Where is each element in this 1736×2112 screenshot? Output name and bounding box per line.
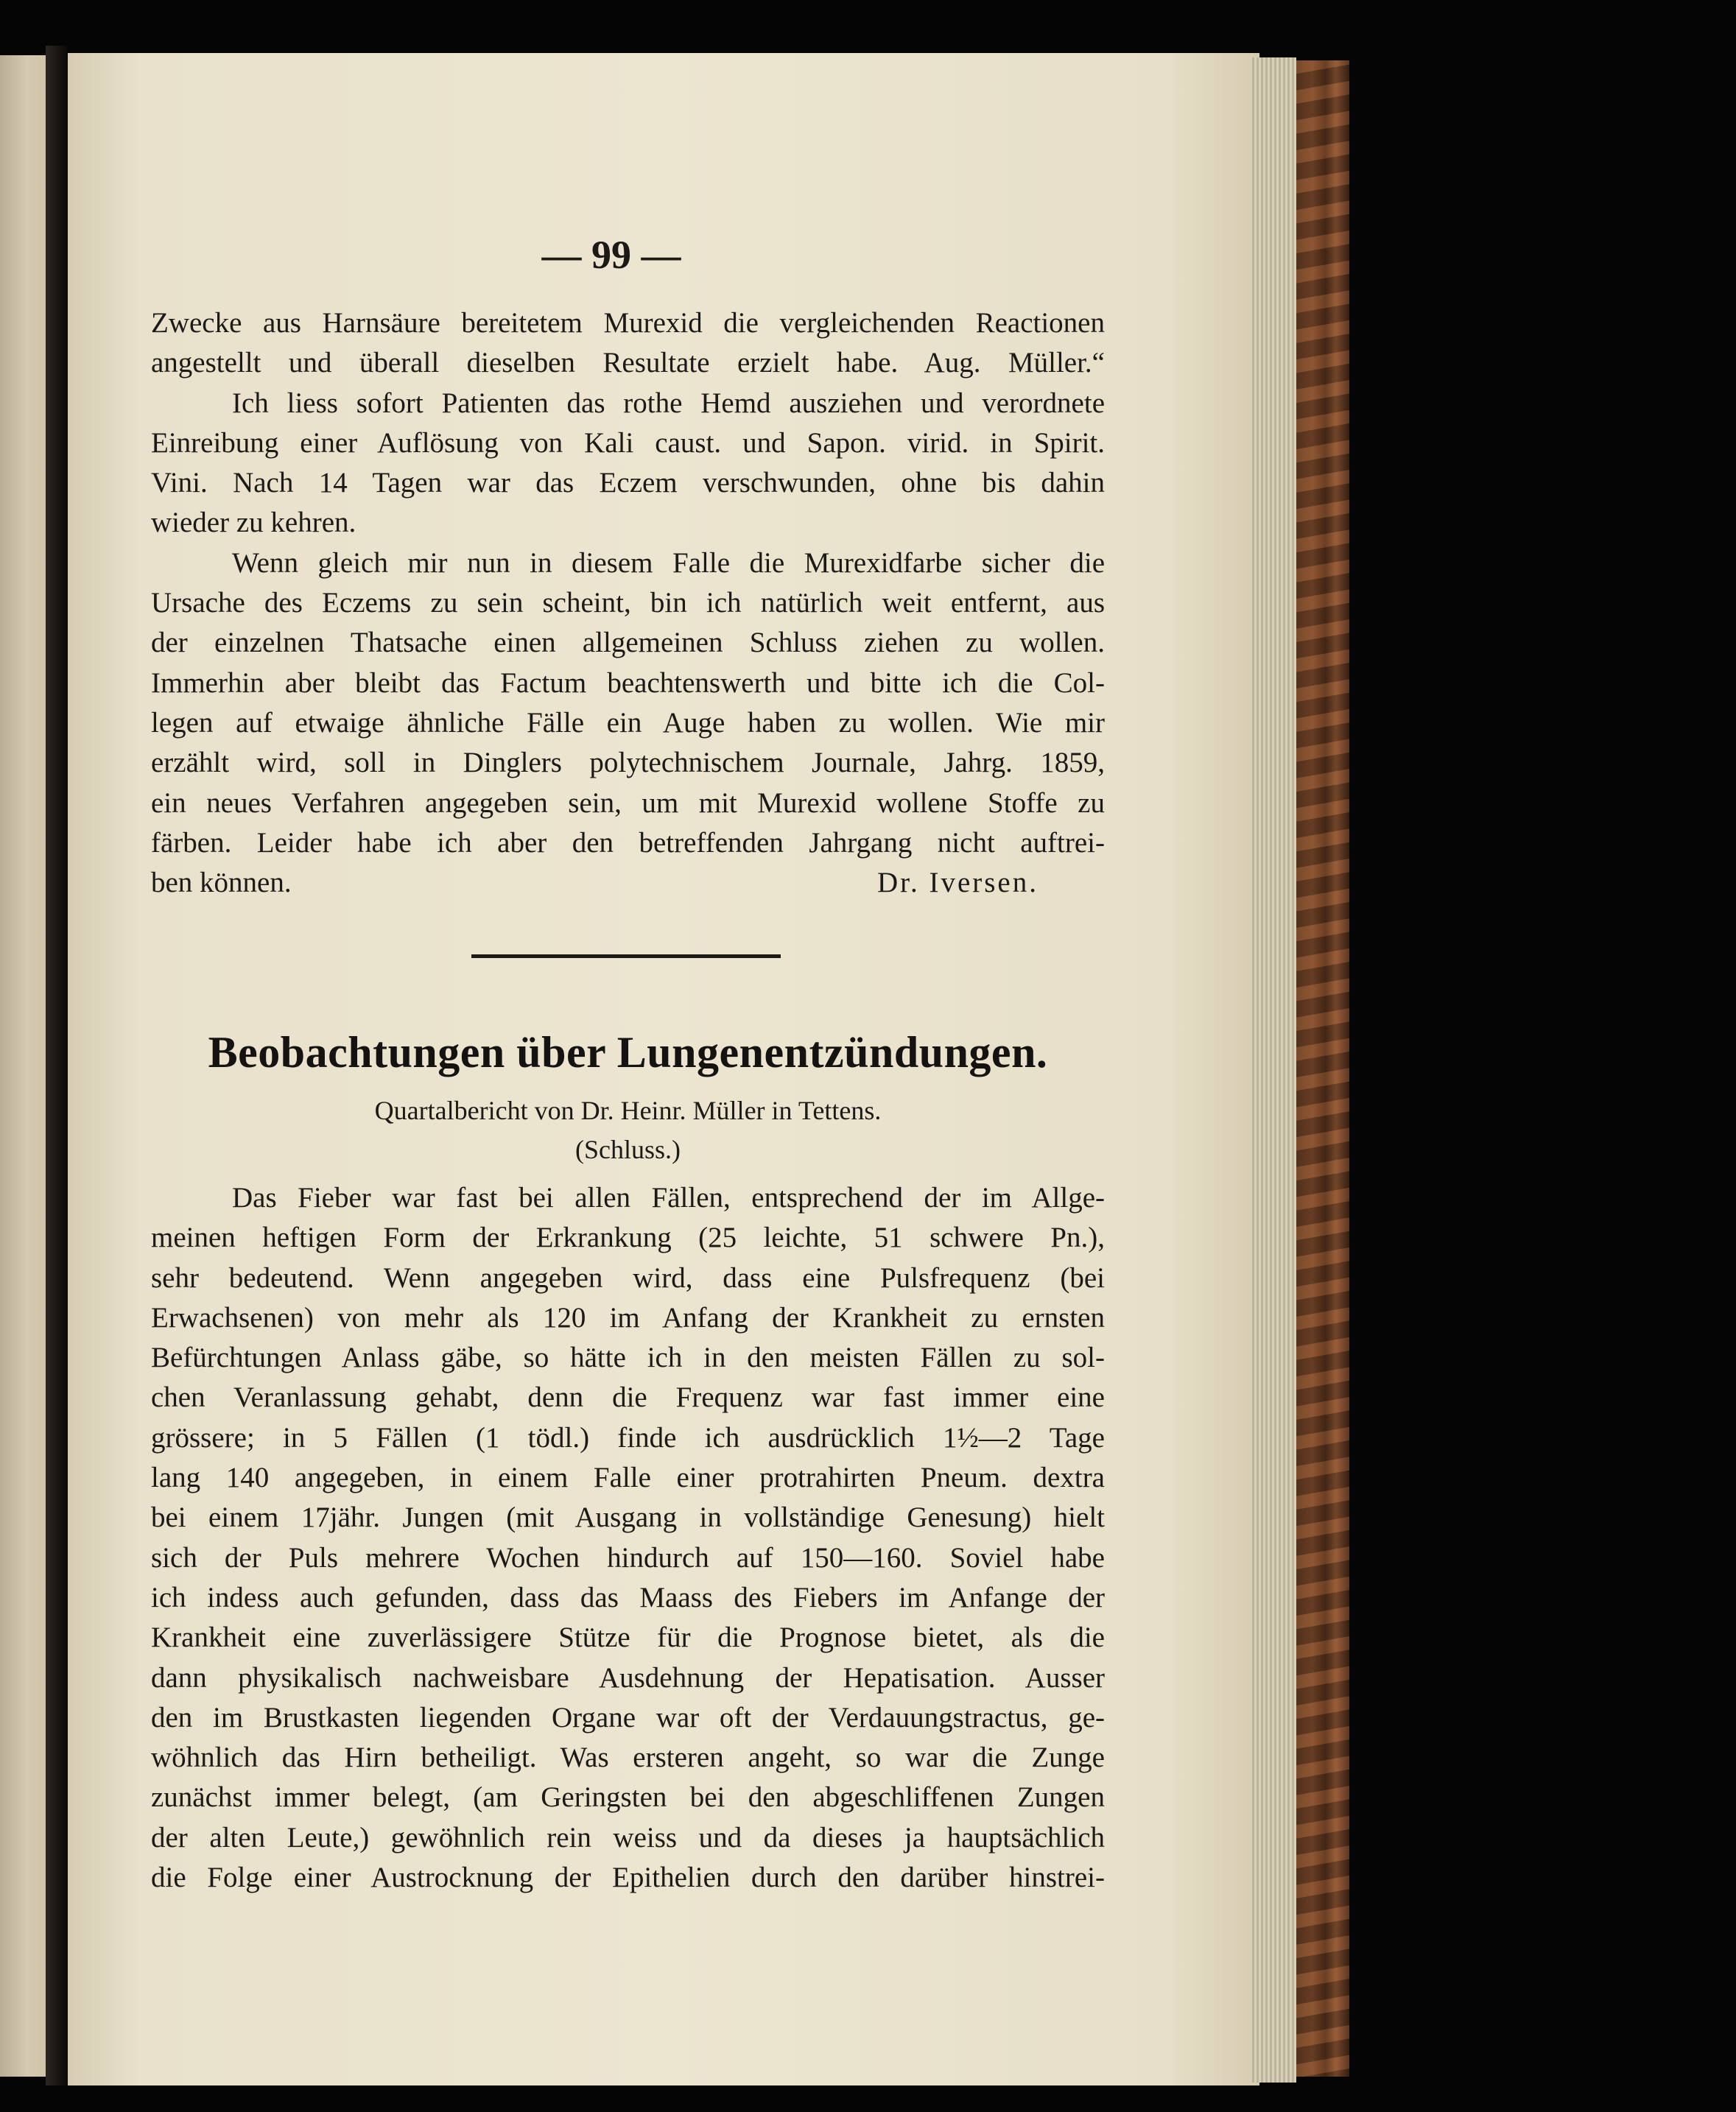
- text-line: den im Brustkasten liegenden Organe war oft der Verdauungstractus, ge-: [151, 1701, 1105, 1733]
- book-gutter: [46, 46, 68, 2085]
- text-line: angestellt und überall dieselben Resultate erzielt habe. Aug. Müller.“: [151, 347, 1105, 379]
- text-line: Zwecke aus Harnsäure bereitetem Murexid die vergleichenden Reactionen: [151, 307, 1105, 339]
- text-line: legen auf etwaige ähnliche Fälle ein Auge haben zu wollen. Wie mir: [151, 706, 1105, 739]
- text-line: Krankheit eine zuverlässigere Stütze für die Prognose bietet, als die: [151, 1622, 1105, 1654]
- page-stack-edges: [1252, 57, 1296, 2083]
- section-2-text: [151, 1178, 1105, 1898]
- text-line: sehr bedeutend. Wenn angegeben wird, dass eine Pulsfrequenz (bei: [151, 1261, 1105, 1294]
- text-line: wieder zu kehren.: [151, 507, 356, 539]
- text-line: Befürchtungen Anlass gäbe, so hätte ich in den meisten Fällen zu sol-: [151, 1342, 1105, 1374]
- text-line: Einreibung einer Auflösung von Kali caust. und Sapon. virid. in Spirit.: [151, 426, 1105, 459]
- text-line: ich indess auch gefunden, dass das Maass des Fiebers im Anfange der: [151, 1581, 1105, 1613]
- text-line: färben. Leider habe ich aber den betreffenden Jahrgang nicht auftrei-: [151, 826, 1105, 859]
- section-title: Beobachtungen über Lungenentzündungen.: [208, 1028, 1048, 1077]
- section-divider: [471, 954, 781, 958]
- text-line: sich der Puls mehrere Wochen hindurch auf 150—160. Soviel habe: [151, 1541, 1105, 1574]
- text-line: Erwachsenen) von mehr als 120 im Anfang der Krankheit zu ernsten: [151, 1301, 1105, 1334]
- text-line: chen Veranlassung gehabt, denn die Frequenz war fast immer eine: [151, 1381, 1105, 1414]
- text-line: Immerhin aber bleibt das Factum beachtenswerth und bitte ich die Col-: [151, 666, 1105, 699]
- text-line: lang 140 angegeben, in einem Falle einer protrahirten Pneum. dextra: [151, 1462, 1105, 1494]
- text-line: zunächst immer belegt, (am Geringsten bei den abgeschliffenen Zungen: [151, 1781, 1105, 1814]
- text-line: der einzelnen Thatsache einen allgemeinen Schluss ziehen zu wollen.: [151, 627, 1105, 659]
- section-1-text: [151, 303, 1105, 903]
- marbled-cover-edge: [1296, 60, 1349, 2077]
- page-number: — 99 —: [541, 233, 681, 277]
- text-line: Ursache des Eczems zu sein scheint, bin ich natürlich weit entfernt, aus: [151, 587, 1105, 619]
- text-line: wöhnlich das Hirn betheiligt. Was ersteren angeht, so war die Zunge: [151, 1742, 1105, 1774]
- text-line: erzählt wird, soll in Dinglers polytechnischem Journale, Jahrg. 1859,: [151, 747, 1105, 779]
- last-line-text: ben können.: [151, 867, 292, 899]
- text-line: Wenn gleich mir nun in diesem Falle die Murexidfarbe sicher die: [232, 546, 1105, 579]
- byline: Quartalbericht von Dr. Heinr. Müller in Tettens.: [374, 1096, 882, 1125]
- continuation-note: (Schluss.): [575, 1135, 681, 1164]
- text-line: Ich liess sofort Patienten das rothe Hemd ausziehen und verordnete: [232, 387, 1105, 419]
- text-line: meinen heftigen Form der Erkrankung (25 leichte, 51 schwere Pn.),: [151, 1222, 1105, 1254]
- text-line: der alten Leute,) gewöhnlich rein weiss und da dieses ja hauptsächlich: [151, 1821, 1105, 1854]
- signature: Dr. Iversen.: [876, 867, 1039, 899]
- text-line: grössere; in 5 Fällen (1 tödl.) finde ich ausdrücklich 1½—2 Tage: [151, 1421, 1105, 1454]
- left-page-edge: [0, 55, 46, 2077]
- text-line: dann physikalisch nachweisbare Ausdehnung der Hepatisation. Ausser: [151, 1661, 1105, 1694]
- text-line: die Folge einer Austrocknung der Epithelien durch den darüber hinstrei-: [151, 1862, 1105, 1894]
- text-line: bei einem 17jähr. Jungen (mit Ausgang in vollständige Genesung) hielt: [151, 1502, 1105, 1534]
- text-line: ein neues Verfahren angegeben sein, um mit Murexid wollene Stoffe zu: [151, 786, 1105, 819]
- text-line: [151, 863, 1105, 903]
- text-line: Das Fieber war fast bei allen Fällen, entsprechend der im Allge-: [232, 1182, 1105, 1214]
- text-line: Vini. Nach 14 Tagen war das Eczem verschwunden, ohne bis dahin: [151, 467, 1105, 499]
